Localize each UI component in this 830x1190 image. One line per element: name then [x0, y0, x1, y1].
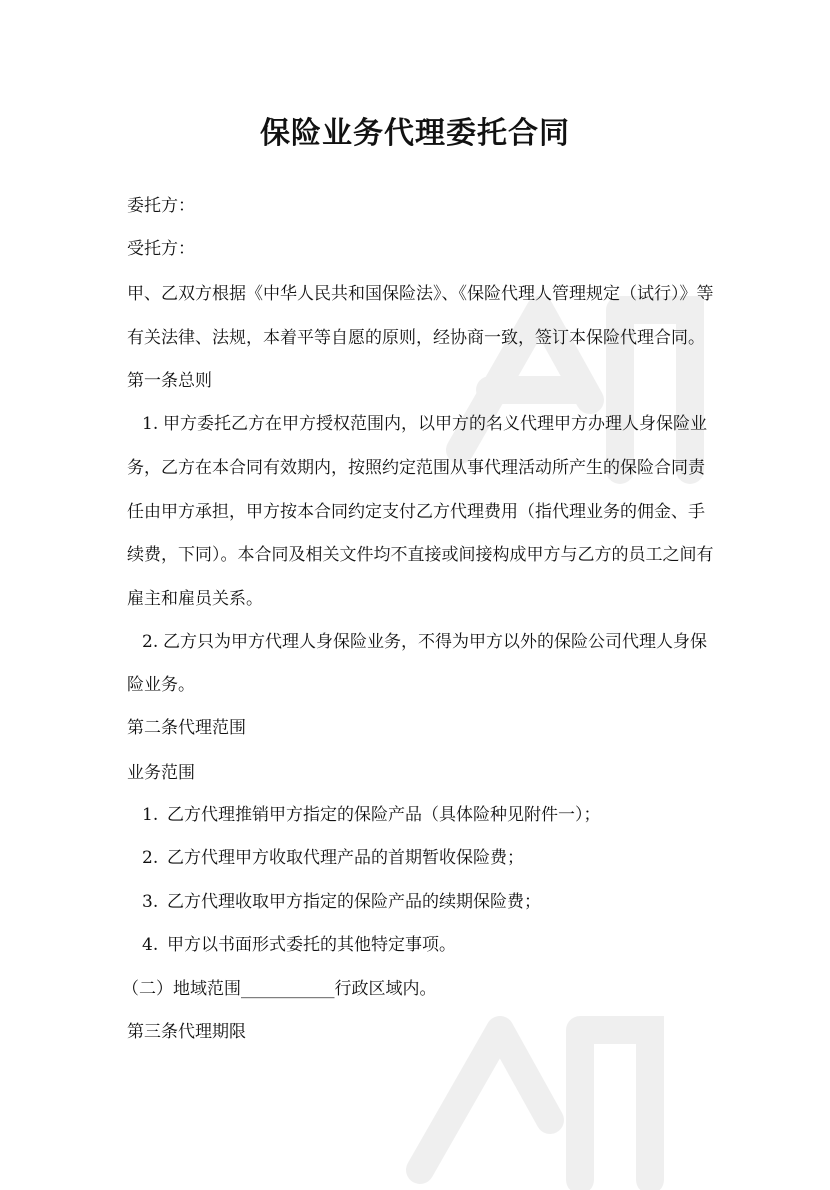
- article1-item1-line: 任由甲方承担，甲方按本合同约定支付乙方代理费用（指代理业务的佣金、手: [127, 502, 705, 522]
- article1-item2-number: 2.: [142, 632, 159, 652]
- article1-heading: 第一条总则: [127, 371, 212, 391]
- article2-item-text: 甲方以书面形式委托的其他特定事项。: [167, 935, 456, 955]
- article1-item1-line: 续费，下同）。本合同及相关文件均不直接或间接构成甲方与乙方的员工之间有: [127, 545, 714, 565]
- article1-item1-number: 1.: [142, 414, 159, 434]
- article2-heading: 第二条代理范围: [127, 718, 246, 738]
- article2-item-number: 3.: [142, 892, 159, 912]
- watermark-mark: [380, 990, 700, 1190]
- agent-label: 受托方：: [127, 239, 195, 259]
- article1-item1-line: 务，乙方在本合同有效期内，按照约定范围从事代理活动所产生的保险合同责: [127, 458, 705, 478]
- article2-region-line: （二）地域范围___________行政区域内。: [122, 979, 437, 999]
- article2-item-text: 乙方代理甲方收取代理产品的首期暂收保险费；: [167, 848, 524, 868]
- preamble-line: 有关法律、法规，本着平等自愿的原则，经协商一致，签订本保险代理合同。: [127, 328, 705, 348]
- article2-subheading: 业务范围: [127, 763, 195, 783]
- article1-item1-line: 雇主和雇员关系。: [127, 589, 263, 609]
- article1-item2-line: 险业务。: [127, 675, 195, 695]
- document-title: 保险业务代理委托合同: [260, 116, 570, 151]
- article1-item2-line: 乙方只为甲方代理人身保险业务，不得为甲方以外的保险公司代理人身保: [163, 632, 707, 652]
- article2-item-text: 乙方代理推销甲方指定的保险产品（具体险种见附件一）；: [167, 805, 601, 825]
- article1-item1-line: 甲方委托乙方在甲方授权范围内，以甲方的名义代理甲方办理人身保险业: [163, 414, 707, 434]
- article2-item-number: 4.: [142, 935, 159, 955]
- preamble-line: 甲、乙双方根据《中华人民共和国保险法》、《保险代理人管理规定（试行）》等: [127, 284, 714, 304]
- article2-item-number: 2.: [142, 848, 159, 868]
- principal-label: 委托方：: [127, 196, 195, 216]
- article2-item-number: 1.: [142, 805, 159, 825]
- article3-heading: 第三条代理期限: [127, 1022, 246, 1042]
- article2-item-text: 乙方代理收取甲方指定的保险产品的续期保险费；: [167, 892, 541, 912]
